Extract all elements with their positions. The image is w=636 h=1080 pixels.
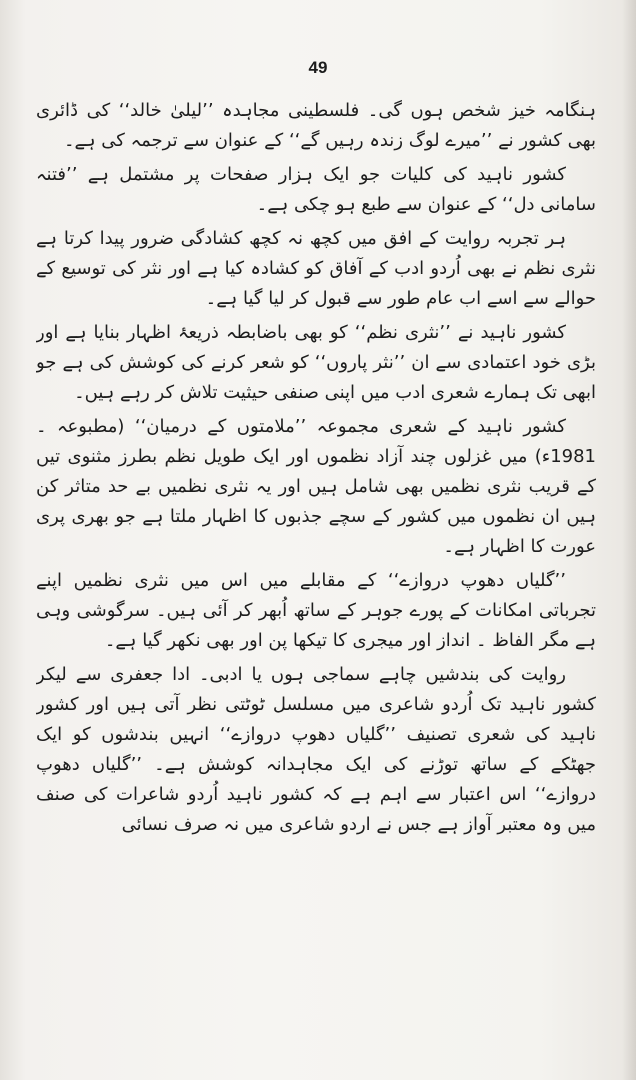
paragraph-2: کشور ناہید کی کلیات جو ایک ہزار صفحات پر مشتمل ہے ’’فتنہ سامانی دل‘‘ کے عنوان سے طبع ہو چکی ہے۔ — [36, 164, 596, 215]
paragraph-4: کشور ناہید نے ’’نثری نظم‘‘ کو بھی باضابطہ ذریعۂ اظہار بنایا ہے اور بڑی خود اعتمادی سے ان ’’نثر پاروں‘‘ کو شعر کرنے کی کوشش کی ہے جو ابھی تک ہمارے شعری ادب میں اپنی صنفی حیثیت تلاش کر رہے ہیں۔ — [36, 322, 596, 403]
paragraph-6: ’’گلیاں دھوپ دروازے‘‘ کے مقابلے میں اس میں نثری نظمیں اپنے تجرباتی امکانات کے پورے جوہر کے ساتھ اُبھر کر آئی ہیں۔ سرگوشی وہی ہے مگر الفاظ ۔ انداز اور میجری کا تیکھا پن اور بھی نکھر گیا ہے۔ — [36, 570, 596, 651]
body-text — [36, 96, 596, 1066]
paragraph-5: کشور ناہید کے شعری مجموعہ ’’ملامتوں کے درمیان‘‘ (مطبوعہ ۔ 1981ء) میں غزلوں چند آزاد نظموں اور ایک طویل نظم بطرز مثنوی تیں کے قریب نثری نظمیں بھی شامل ہیں اور یہ نثری نظمیں بے حد متاثر کن ہیں ان نظموں میں کشور کے سچے جذبوں کا اظہار ملتا ہے جو بھری پری عورت کا اظہار ہے۔ — [36, 416, 596, 557]
page-spine-shadow — [622, 0, 636, 1080]
paragraph-1: ہنگامہ خیز شخص ہوں گی۔ فلسطینی مجاہدہ ’’لیلیٰ خالد‘‘ کی ڈائری بھی کشور نے ’’میرے لوگ زندہ رہیں گے‘‘ کے عنوان سے ترجمہ کی ہے۔ — [36, 100, 596, 151]
page-number: 49 — [308, 58, 328, 77]
paragraph-3: ہر تجربہ روایت کے افق میں کچھ نہ کچھ کشادگی ضرور پیدا کرتا ہے نثری نظم نے بھی اُردو ادب کے آفاق کو کشادہ کیا ہے اور نثر کی توسیع کے حوالے سے اسے اب عام طور سے قبول کر لیا گیا ہے۔ — [36, 228, 596, 309]
paragraph-7: روایت کی بندشیں چاہے سماجی ہوں یا ادبی۔ ادا جعفری سے لیکر کشور ناہید تک اُردو شاعری میں مسلسل ٹوٹتی نظر آتی ہیں اور کشور ناہید کی شعری تصنیف ’’گلیاں دھوپ دروازے‘‘ انہیں بندشوں کو ایک جھٹکے کے ساتھ توڑنے کی ایک مجاہدانہ کوشش ہے۔ ’’گلیاں دھوپ دروازے‘‘ اس اعتبار سے اہم ہے کہ کشور ناہید اُردو شاعرات کی صنف میں وہ معتبر آواز ہے جس نے اردو شاعری میں نہ صرف نسائی — [36, 664, 596, 835]
